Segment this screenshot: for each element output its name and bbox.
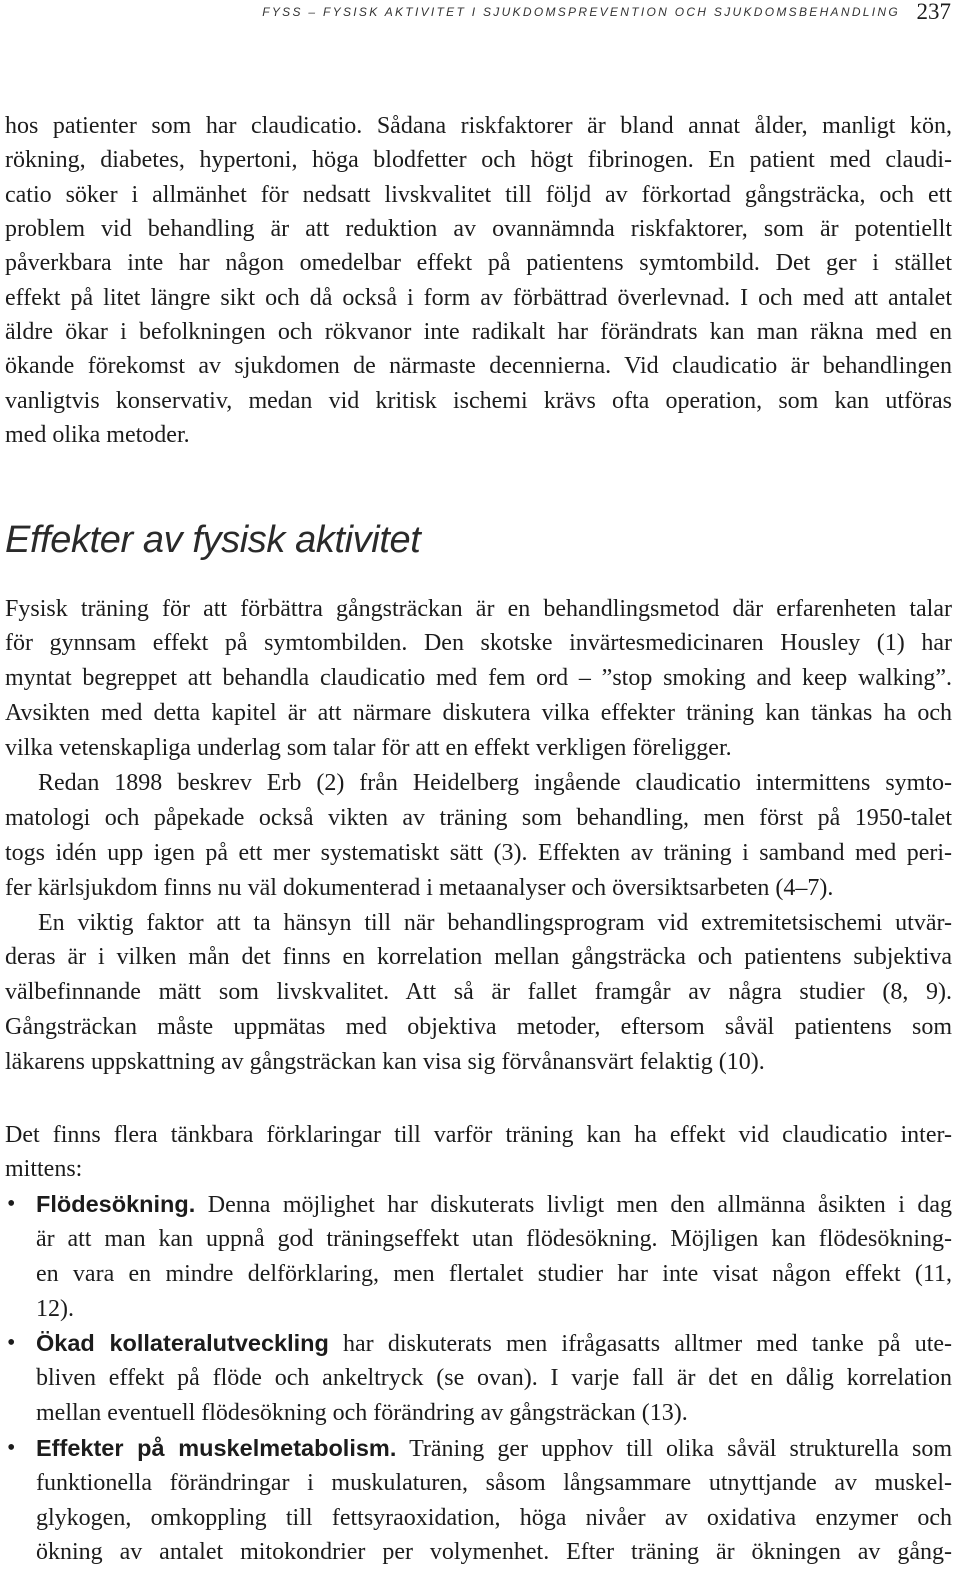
body-paragraph: [5, 592, 952, 766]
bullet-continuation: [36, 1222, 952, 1326]
text-line: välbefinnande mätt som livskvalitet. Att så är fallet framgår av några studier (8, 9).: [5, 979, 952, 1006]
bullet-lead: Flödesökning.: [36, 1191, 196, 1218]
text-line: 12).: [36, 1295, 74, 1322]
text-line: problem vid behandling är att reduktion av ovannämnda riskfaktorer, som är potentiellt: [5, 216, 952, 243]
text-line: ökning av antalet mitokondrier per volymenhet. Efter träning är ökningen av gång-: [36, 1539, 952, 1566]
bullet-first-line: Träning ger upphov till olika såväl strukturella som: [409, 1435, 952, 1462]
bullet-symbol: •: [7, 1330, 16, 1357]
bullet-list: [5, 1187, 952, 1570]
text-line: togs idén upp igen på ett mer systematiskt sätt (3). Effekten av träning i samband med peri-: [5, 839, 952, 866]
text-line: matologi och påpekade också vikten av träning som behandling, men först på 1950-talet: [5, 804, 952, 831]
text-line: Fysisk träning för att förbättra gångsträckan är en behandlingsmetod där erfarenheten talar: [5, 595, 952, 622]
page-number: 237: [916, 0, 951, 24]
text-line: rökning, diabetes, hypertoni, höga blodfetter och högt fibrinogen. En patient med claudi-: [5, 147, 952, 174]
bullet-symbol: •: [7, 1191, 16, 1218]
text-line: bliven effekt på flöde och ankeltryck (se ovan). I varje fall är det en dålig korrelation: [36, 1365, 952, 1392]
section-body: [5, 592, 952, 1080]
text-line: [36, 1326, 952, 1361]
text-line: är att man kan uppnå god träningseffekt utan flödesökning. Möjligen kan flödesökning-: [36, 1225, 952, 1252]
bullet-continuation: [36, 1466, 952, 1570]
text-line: catio söker i allmänhet för nedsatt livskvalitet till följd av förkortad gångsträcka, och ett: [5, 181, 952, 208]
text-line: deras är i vilken mån det finns en korrelation mellan gångsträcka och patientens subjektiva: [5, 944, 952, 971]
text-line: äldre ökar i befolkningen och rökvanor inte radikalt har förändrats kan man räkna med en: [5, 319, 952, 346]
body-paragraph: [5, 906, 952, 1080]
text-line: effekt på litet längre sikt och då också i form av förbättrad överlevnad. I och med att antalet: [5, 284, 952, 311]
text-line: Det finns flera tänkbara förklaringar till varför träning kan ha effekt vid claudicatio inter-: [5, 1121, 952, 1148]
intro-paragraph: [5, 109, 952, 452]
explanations-block: [5, 1118, 952, 1571]
bullet-lead: Ökad kollateralutveckling: [36, 1330, 329, 1357]
text-line: [36, 1187, 952, 1222]
text-line: En viktig faktor att ta hänsyn till när behandlingsprogram vid extremitetsischemi utvär-: [38, 909, 952, 936]
text-line: med olika metoder.: [5, 422, 190, 449]
text-line: glykogen, omkoppling till fettsyraoxidation, höga nivåer av oxidativa enzymer och: [36, 1504, 952, 1531]
bullet-lead: Effekter på muskelmetabolism.: [36, 1434, 397, 1461]
text-line: mellan eventuell flödesökning och förändring av gångsträckan (13).: [36, 1400, 688, 1427]
body-paragraph: [5, 766, 952, 906]
running-header: FYSS – FYSISK AKTIVITET I SJUKDOMSPREVENTION OCH SJUKDOMSBEHANDLING: [262, 5, 900, 19]
text-line: vanligtvis konservativ, medan vid kritisk ischemi krävs ofta operation, som kan utföras: [5, 387, 952, 414]
bullet-symbol: •: [7, 1434, 16, 1461]
text-line: Gångsträckan måste uppmätas med objektiva metoder, eftersom såväl patientens som: [5, 1014, 952, 1041]
bullet-item: [5, 1431, 952, 1570]
bullet-item: [5, 1187, 952, 1326]
bullet-first-line: Denna möjlighet har diskuterats livligt men den allmänna åsikten i dag: [207, 1192, 953, 1219]
bullet-continuation: [36, 1361, 952, 1431]
text-line: vilka vetenskapliga underlag som talar för att en effekt verkligen föreligger.: [5, 735, 732, 762]
text-line: mittens:: [5, 1156, 83, 1183]
text-line: ökande förekomst av sjukdomen de närmaste decennierna. Vid claudicatio är behandlingen: [5, 353, 952, 380]
text-line: en vara en mindre delförklaring, men flertalet studier har inte visat någon effekt (11,: [36, 1260, 952, 1287]
text-line: hos patienter som har claudicatio. Sådana riskfaktorer är bland annat ålder, manligt kön,: [5, 113, 952, 139]
text-line: myntat begreppet att behandla claudicatio med fem ord – ”stop smoking and keep walking”.: [5, 665, 952, 692]
bullet-first-line: har diskuterats men ifrågasatts alltmer med tanke på ute-: [343, 1331, 953, 1358]
explanations-intro: [5, 1118, 952, 1188]
text-line: Redan 1898 beskrev Erb (2) från Heidelberg ingående claudicatio intermittens symto-: [38, 769, 952, 796]
text-line: läkarens uppskattning av gångsträckan kan visa sig förvånansvärt felaktig (10).: [5, 1049, 765, 1076]
bullet-item: [5, 1326, 952, 1430]
section-heading: Effekter av fysisk aktivitet: [5, 519, 421, 561]
text-line: [36, 1431, 952, 1466]
text-line: funktionella förändringar i muskulaturen, såsom långsammare utnyttjande av muskel-: [36, 1469, 952, 1496]
text-line: fer kärlsjukdom finns nu väl dokumenterad i metaanalyser och översiktsarbeten (4–7).: [5, 874, 834, 901]
text-line: för gynnsam effekt på symtombilden. Den skotske invärtesmedicinaren Housley (1) har: [5, 630, 952, 657]
text-line: påverkbara inte har någon omedelbar effekt på patientens symtombild. Det ger i stället: [5, 250, 952, 277]
text-line: Avsikten med detta kapitel är att närmare diskutera vilka effekter träning kan tänkas ha och: [5, 700, 952, 727]
